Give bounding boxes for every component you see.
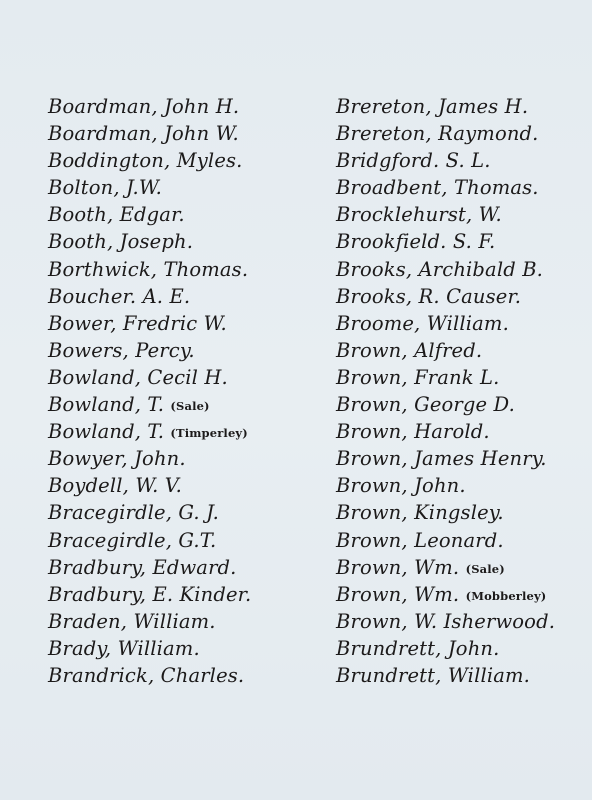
name-entry	[336, 391, 586, 418]
person-name: Boddington, Myles.	[48, 149, 243, 173]
name-entry	[48, 608, 328, 635]
person-name: Brundrett, John.	[336, 636, 500, 660]
name-entry	[336, 418, 586, 445]
name-entry	[48, 418, 328, 445]
person-name: Bracegirdle, G. J.	[48, 501, 219, 525]
person-name: Brown, John.	[336, 474, 466, 498]
person-name: Boucher. A. E.	[48, 284, 191, 308]
name-entry	[336, 310, 586, 337]
name-entry	[336, 147, 586, 174]
person-name: Borthwick, Thomas.	[48, 257, 249, 281]
person-name: Brown, Frank L.	[336, 365, 500, 389]
person-name: Brundrett, William.	[336, 663, 530, 687]
person-name: Brown, Leonard.	[336, 528, 504, 552]
name-entry	[48, 445, 328, 472]
name-entry	[336, 364, 586, 391]
person-name: Brereton, James H.	[336, 95, 529, 118]
person-name: Brocklehurst, W.	[336, 203, 502, 227]
name-entry	[336, 554, 586, 581]
person-name: Brown, James Henry.	[336, 447, 547, 471]
person-name: Bowyer, John.	[48, 447, 186, 471]
person-name: Broadbent, Thomas.	[336, 176, 539, 200]
person-name: Brereton, Raymond.	[336, 122, 539, 146]
person-name: Bowers, Percy.	[48, 338, 195, 362]
person-name: Bolton, J.W.	[48, 176, 162, 200]
person-name: Bradbury, E. Kinder.	[48, 582, 252, 606]
place-note: (Timperley)	[170, 426, 248, 441]
name-entry	[336, 445, 586, 472]
person-name: Brown, George D.	[336, 393, 515, 417]
name-entry	[336, 527, 586, 554]
names-column-right	[336, 93, 586, 689]
name-entry	[48, 256, 328, 283]
name-entry	[48, 581, 328, 608]
name-entry	[48, 310, 328, 337]
name-entry	[336, 472, 586, 499]
name-entry	[48, 364, 328, 391]
person-name: Brooks, Archibald B.	[336, 257, 544, 281]
person-name: Bower, Fredric W.	[48, 311, 227, 335]
place-note: (Sale)	[170, 399, 210, 414]
person-name: Brown, Wm.	[336, 582, 460, 606]
person-name: Braden, William.	[48, 609, 216, 633]
name-entry	[336, 581, 586, 608]
name-entry	[336, 120, 586, 147]
person-name: Brady, William.	[48, 636, 200, 660]
name-entry	[48, 147, 328, 174]
name-entry	[48, 662, 328, 689]
name-entry	[48, 635, 328, 662]
name-entry	[336, 337, 586, 364]
names-column-left	[48, 93, 328, 689]
name-entry	[336, 201, 586, 228]
name-entry	[48, 120, 328, 147]
person-name: Brown, Kingsley.	[336, 501, 504, 525]
person-name: Brooks, R. Causer.	[336, 284, 522, 308]
name-entry	[336, 228, 586, 255]
person-name: Brown, Harold.	[336, 420, 490, 444]
name-entry	[48, 527, 328, 554]
person-name: Brown, Alfred.	[336, 338, 483, 362]
person-name: Broome, William.	[336, 311, 509, 335]
name-entry	[336, 283, 586, 310]
name-entry	[336, 608, 586, 635]
name-entry	[48, 472, 328, 499]
place-note: (Sale)	[465, 561, 505, 576]
person-name: Boydell, W. V.	[48, 474, 182, 498]
person-name: Bowland, Cecil H.	[48, 365, 228, 389]
name-entry	[336, 256, 586, 283]
person-name: Bracegirdle, G.T.	[48, 528, 217, 552]
person-name: Booth, Edgar.	[48, 203, 185, 227]
name-entry	[336, 499, 586, 526]
name-entry	[336, 662, 586, 689]
person-name: Boardman, John H.	[48, 95, 240, 118]
name-entry	[336, 635, 586, 662]
name-entry	[48, 201, 328, 228]
person-name: Bradbury, Edward.	[48, 555, 237, 579]
person-name: Brookfield. S. F.	[336, 230, 496, 254]
name-entry	[48, 93, 328, 120]
name-entry	[48, 391, 328, 418]
name-entry	[48, 337, 328, 364]
name-entry	[336, 174, 586, 201]
person-name: Brown, Wm.	[336, 555, 460, 579]
person-name: Boardman, John W.	[48, 122, 239, 146]
person-name: Bowland, T.	[48, 420, 165, 444]
name-entry	[48, 554, 328, 581]
name-entry	[48, 283, 328, 310]
person-name: Brown, W. Isherwood.	[336, 609, 556, 633]
person-name: Booth, Joseph.	[48, 230, 194, 254]
person-name: Bridgford. S. L.	[336, 149, 491, 173]
name-entry	[48, 174, 328, 201]
name-entry	[48, 499, 328, 526]
person-name: Brandrick, Charles.	[48, 663, 245, 687]
name-entry	[48, 228, 328, 255]
person-name: Bowland, T.	[48, 393, 165, 417]
place-note: (Mobberley)	[465, 588, 547, 603]
name-entry	[336, 93, 586, 120]
